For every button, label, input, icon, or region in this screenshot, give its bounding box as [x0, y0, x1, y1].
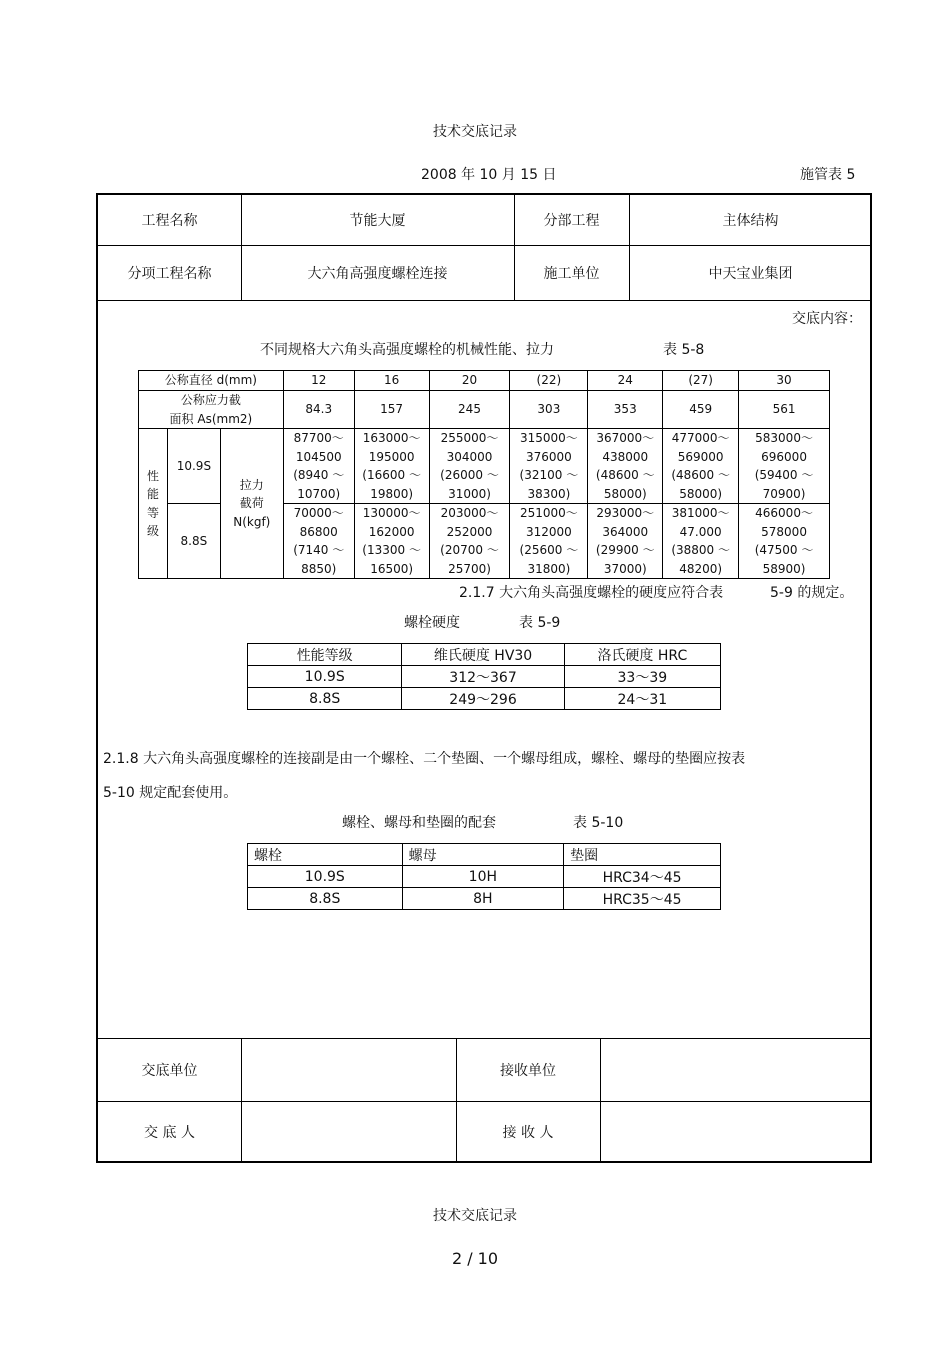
area-cell: 353 — [588, 391, 663, 429]
contractor-label: 施工单位 — [543, 265, 600, 282]
load-cell: 367000～ 438000 (48600 ～ 58000) — [588, 429, 663, 504]
sub-project: 主体结构 — [722, 213, 779, 229]
load-cell: 315000～ 376000 (32100 ～ 38300) — [510, 429, 588, 504]
dia-cell: 20 — [429, 371, 510, 391]
date: 2008 年 10 月 15 日 — [421, 167, 557, 183]
load-cell: 203000～ 252000 (20700 ～ 25700) — [429, 504, 510, 579]
load-cell: 293000～ 364000 (29900 ～ 37000) — [588, 504, 663, 579]
item-label: 分项工程名称 — [127, 265, 212, 282]
area-cell: 84.3 — [283, 391, 354, 429]
table-row — [248, 688, 721, 710]
table-cell: 8.8S — [248, 688, 402, 710]
area-cell: 303 — [510, 391, 588, 429]
form-number: 施管表 5 — [800, 167, 856, 183]
load-cell: 466000～ 578000 (47500 ～ 58900) — [739, 504, 830, 579]
paragraph-217: 2.1.7 大六角头高强度螺栓的硬度应符合表 — [459, 585, 724, 601]
sub-project-label: 分部工程 — [543, 213, 600, 229]
issuer-label: 交 底 人 — [144, 1125, 195, 1141]
paragraph-218-line1: 2.1.8 大六角头高强度螺栓的连接副是由一个螺栓、二个垫圈、一个螺母组成，螺栓、螺母的垫圈应按表 — [103, 751, 746, 767]
table-header: 性能等级 — [248, 644, 402, 666]
project-name-label: 工程名称 — [141, 213, 198, 229]
table-cell: 312～367 — [402, 666, 564, 688]
dia-cell: 30 — [739, 371, 830, 391]
diameter-label: 公称直径 d(mm) — [139, 371, 284, 391]
table-row — [248, 866, 721, 888]
table-cell: 8H — [402, 888, 564, 910]
load-cell: 251000～ 312000 (25600 ～ 31800) — [510, 504, 588, 579]
load-cell: 255000～ 304000 (26000 ～ 31000) — [429, 429, 510, 504]
dia-cell: 12 — [283, 371, 354, 391]
table-cell: 10H — [402, 866, 564, 888]
grade-label: 性 能 等 级 — [139, 429, 168, 579]
area-label: 公称应力截 面积 As(mm2) — [139, 391, 284, 429]
load-cell: 583000～ 696000 (59400 ～ 70900) — [739, 429, 830, 504]
table-header: 维氏硬度 HV30 — [402, 644, 564, 666]
table-header: 洛氏硬度 HRC — [564, 644, 720, 666]
table-cell: 8.8S — [248, 888, 403, 910]
area-cell: 245 — [429, 391, 510, 429]
dia-cell: 24 — [588, 371, 663, 391]
project-name: 节能大厦 — [349, 213, 406, 229]
table510-number: 表 5-10 — [573, 815, 624, 831]
table-cell: 249～296 — [402, 688, 564, 710]
dia-cell: 16 — [354, 371, 429, 391]
table-row — [248, 666, 721, 688]
table59-caption: 螺栓硬度 — [404, 615, 460, 631]
receiver-unit-label: 接收单位 — [500, 1062, 556, 1079]
table58-caption: 不同规格大六角头高强度螺栓的机械性能、拉力 — [260, 342, 554, 358]
table-cell: 10.9S — [248, 666, 402, 688]
page-number: 2 / 10 — [451, 1249, 499, 1268]
load-cell: 130000～ 162000 (13300 ～ 16500) — [354, 504, 429, 579]
item-name: 大六角高强度螺栓连接 — [307, 265, 448, 282]
footer-title: 技术交底记录 — [433, 1208, 517, 1224]
dia-cell: (27) — [663, 371, 739, 391]
issuer-unit-label: 交底单位 — [141, 1062, 198, 1079]
grade-a: 10.9S — [167, 429, 220, 504]
content-label: 交底内容： — [792, 311, 862, 327]
grade-b: 8.8S — [167, 504, 220, 579]
table-header: 垫圈 — [564, 844, 721, 866]
area-cell: 561 — [739, 391, 830, 429]
dia-cell: (22) — [510, 371, 588, 391]
hardness-table — [247, 643, 721, 710]
page-title: 技术交底记录 — [433, 124, 517, 140]
table-header: 螺栓 — [248, 844, 403, 866]
table-cell: 24～31 — [564, 688, 720, 710]
table58-number: 表 5-8 — [663, 342, 705, 358]
load-cell: 163000～ 195000 (16600 ～ 19800) — [354, 429, 429, 504]
table-header: 螺母 — [402, 844, 564, 866]
table-cell: 10.9S — [248, 866, 403, 888]
load-cell: 87700～ 104500 (8940 ～ 10700) — [283, 429, 354, 504]
contractor: 中天宝业集团 — [708, 265, 793, 282]
paragraph-217-ref: 5-9 的规定。 — [770, 585, 854, 601]
table-cell: 33～39 — [564, 666, 720, 688]
load-cell: 70000～ 86800 (7140 ～ 8850) — [283, 504, 354, 579]
paragraph-218-line2: 5-10 规定配套使用。 — [103, 785, 238, 801]
table-cell: HRC35～45 — [564, 888, 721, 910]
table510-caption: 螺栓、螺母和垫圈的配套 — [342, 815, 496, 831]
fastener-set-table — [247, 843, 721, 910]
receiver-label: 接 收 人 — [502, 1125, 554, 1141]
bolt-performance-table — [138, 370, 830, 579]
load-cell: 477000～ 569000 (48600 ～ 58000) — [663, 429, 739, 504]
area-cell: 157 — [354, 391, 429, 429]
table59-number: 表 5-9 — [519, 615, 561, 631]
area-cell: 459 — [663, 391, 739, 429]
load-cell: 381000～ 47.000 (38800 ～ 48200) — [663, 504, 739, 579]
load-label: 拉力 截荷 N(kgf) — [220, 429, 283, 579]
table-row — [248, 888, 721, 910]
table-cell: HRC34～45 — [564, 866, 721, 888]
